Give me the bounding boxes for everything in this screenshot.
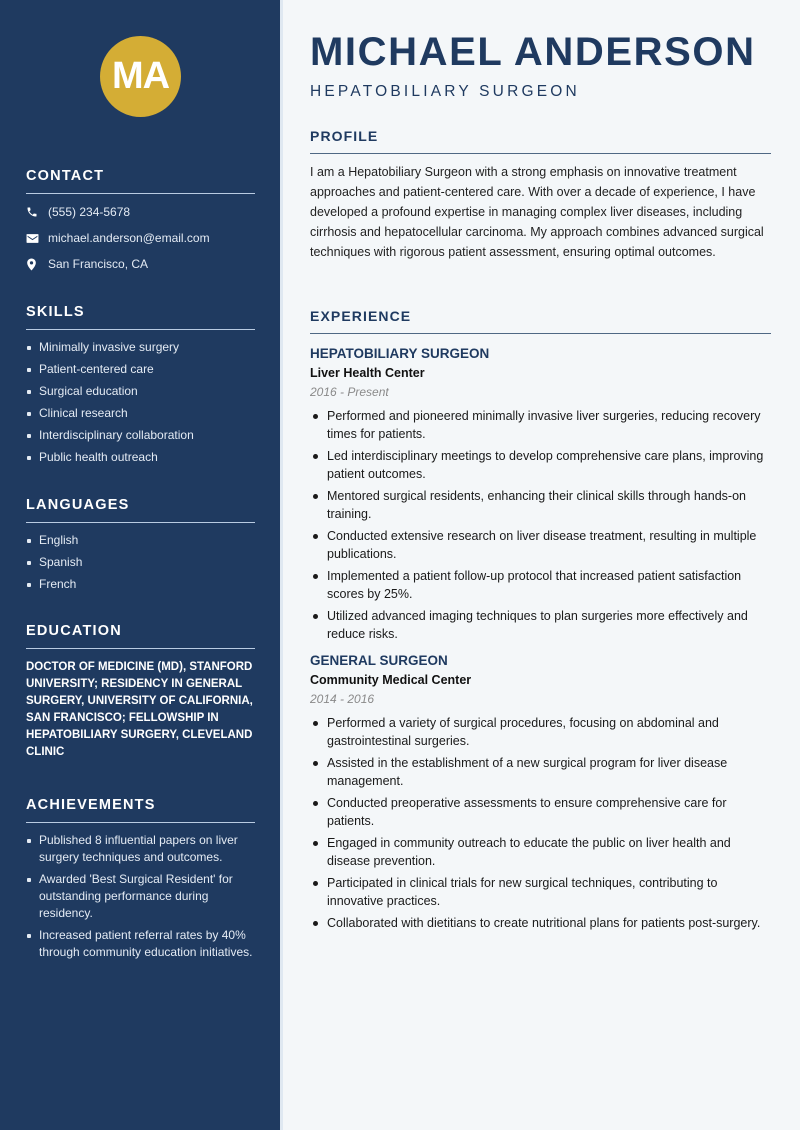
skill-item: Surgical education: [26, 383, 255, 400]
sidebar-divider: [280, 0, 283, 1130]
skill-item: Clinical research: [26, 405, 255, 422]
languages-section: [26, 497, 255, 598]
achievements-section: [26, 797, 255, 966]
job-title: HEPATOBILIARY SURGEON: [310, 346, 490, 361]
education-section: [26, 623, 255, 761]
sidebar: [0, 0, 280, 1130]
job-bullets: [310, 714, 771, 932]
contact-email: [26, 225, 255, 251]
profile-section: [310, 128, 771, 262]
skills-list: [26, 339, 255, 466]
achievements-list: [26, 832, 255, 961]
skill-item: Minimally invasive surgery: [26, 339, 255, 356]
skills-heading: SKILLS: [26, 304, 255, 330]
achievement-item: Awarded 'Best Surgical Resident' for outstanding performance during residency.: [26, 871, 255, 922]
job-bullet: Performed a variety of surgical procedures, focusing on abdominal and gastrointestinal surgeries.: [310, 714, 771, 750]
skills-section: [26, 304, 255, 471]
language-item: Spanish: [26, 554, 255, 571]
job-bullet: Engaged in community outreach to educate the public on liver health and disease prevention.: [310, 834, 771, 870]
job-company: Liver Health Center: [310, 366, 425, 380]
contact-email-text[interactable]: michael.anderson@email.com: [48, 231, 210, 245]
job-bullet: Utilized advanced imaging techniques to plan surgeries more effectively and reduce risks.: [310, 607, 771, 643]
job-title: GENERAL SURGEON: [310, 653, 448, 668]
job-bullet: Implemented a patient follow-up protocol that increased patient satisfaction scores by 25%.: [310, 567, 771, 603]
candidate-name: MICHAEL ANDERSON: [310, 30, 756, 74]
achievement-item: Published 8 influential papers on liver surgery techniques and outcomes.: [26, 832, 255, 866]
skill-item: Patient-centered care: [26, 361, 255, 378]
job-entry: [310, 346, 771, 643]
language-item: French: [26, 576, 255, 593]
location-icon: [26, 258, 48, 271]
job-bullet: Performed and pioneered minimally invasive liver surgeries, reducing recovery times for patients.: [310, 407, 771, 443]
skill-item: Interdisciplinary collaboration: [26, 427, 255, 444]
language-item: English: [26, 532, 255, 549]
job-bullet: Collaborated with dietitians to create nutritional plans for patients post-surgery.: [310, 914, 771, 932]
experience-heading: EXPERIENCE: [310, 308, 771, 334]
languages-heading: LANGUAGES: [26, 497, 255, 523]
candidate-title: HEPATOBILIARY SURGEON: [310, 83, 580, 100]
achievements-heading: ACHIEVEMENTS: [26, 797, 255, 823]
contact-location: [26, 251, 255, 277]
email-icon: [26, 233, 48, 244]
experience-section: [310, 308, 771, 936]
job-bullet: Mentored surgical residents, enhancing their clinical skills through hands-on training.: [310, 487, 771, 523]
contact-phone: [26, 199, 255, 225]
contact-heading: CONTACT: [26, 168, 255, 194]
job-entry: [310, 653, 771, 932]
profile-text: I am a Hepatobiliary Surgeon with a strong emphasis on innovative treatment approaches and patient-centered care. With over a decade of experience, I have developed a profound expertise in managing complex liver diseases, including cirrhosis and hepatocellular carcinoma. My approach combines advanced surgical techniques with rigorous patient assessment, ensuring optimal outcomes.: [310, 165, 764, 259]
avatar-initials: MA: [111, 55, 170, 97]
education-heading: EDUCATION: [26, 623, 255, 649]
avatar: [100, 36, 181, 117]
education-text: DOCTOR OF MEDICINE (MD), STANFORD UNIVERSITY; RESIDENCY IN GENERAL SURGERY, UNIVERSITY OF CALIFORNIA, SAN FRANCISCO; FELLOWSHIP IN HEPATOBILIARY SURGERY, CLEVELAND CLINIC: [26, 661, 253, 758]
contact-phone-text[interactable]: (555) 234-5678: [48, 205, 131, 219]
job-company: Community Medical Center: [310, 673, 472, 687]
job-bullets: [310, 407, 771, 643]
job-bullet: Assisted in the establishment of a new surgical program for liver disease management.: [310, 754, 771, 790]
profile-heading: PROFILE: [310, 128, 771, 154]
achievement-item: Increased patient referral rates by 40% through community education initiatives.: [26, 927, 255, 961]
job-bullet: Conducted preoperative assessments to ensure comprehensive care for patients.: [310, 794, 771, 830]
phone-icon: [26, 206, 48, 218]
job-bullet: Conducted extensive research on liver disease treatment, resulting in multiple publications.: [310, 527, 771, 563]
languages-list: [26, 532, 255, 593]
contact-section: [26, 168, 255, 277]
skill-item: Public health outreach: [26, 449, 255, 466]
job-bullet: Led interdisciplinary meetings to develop comprehensive care plans, improving patient outcomes.: [310, 447, 771, 483]
contact-location-text: San Francisco, CA: [48, 257, 149, 271]
job-dates: 2014 - 2016: [310, 692, 375, 706]
job-bullet: Participated in clinical trials for new surgical techniques, contributing to innovative practices.: [310, 874, 771, 910]
job-dates: 2016 - Present: [310, 385, 389, 399]
